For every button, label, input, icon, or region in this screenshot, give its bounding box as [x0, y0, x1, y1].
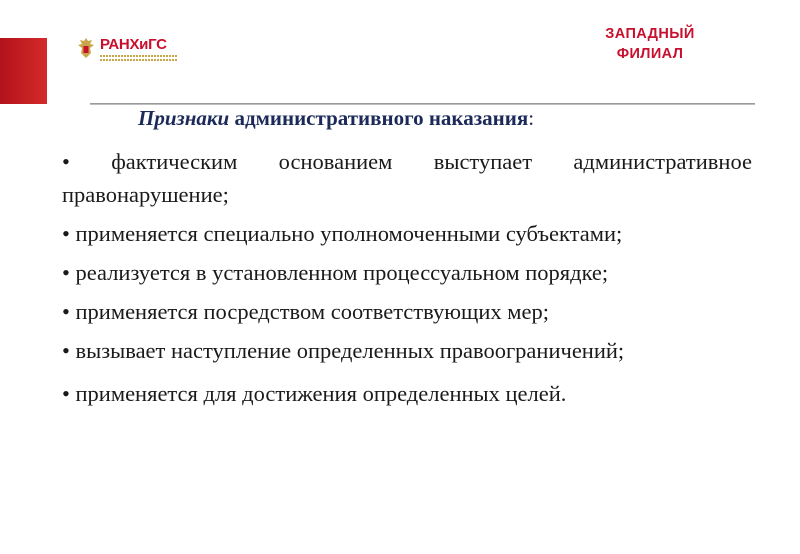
branch-title [575, 24, 725, 64]
logo-text-block [100, 37, 178, 61]
eagle-emblem-icon [76, 36, 96, 62]
logo-name: РАНХиГС [100, 36, 167, 53]
list-item: • применяется для достижения определенных целей. [62, 381, 567, 406]
branch-line-2: ФИЛИАЛ [616, 46, 684, 62]
branch-line-1: ЗАПАДНЫЙ [605, 26, 695, 42]
slide-heading [138, 106, 534, 131]
heading-italic: Признаки [138, 106, 230, 130]
ranepa-logo [76, 36, 178, 62]
list-item: • применяется специально уполномоченными субъектами; [62, 221, 623, 246]
header-divider [90, 103, 755, 105]
heading-text: административного наказания [234, 106, 529, 130]
list-item: • применяется посредством соответствующих мер; [62, 299, 550, 324]
list-item: • реализуется в установленном процессуальном порядке; [62, 260, 609, 285]
logo-subtitle-lines [100, 59, 178, 61]
heading-colon: : [528, 106, 535, 130]
logo-subtitle-lines [100, 55, 178, 57]
list-item: • фактическим основанием выступает административное правонарушение; [62, 149, 752, 207]
red-accent-bar [0, 38, 47, 104]
list-item: • вызывает наступление определенных правоограничений; [62, 338, 625, 363]
feature-list [62, 145, 752, 410]
